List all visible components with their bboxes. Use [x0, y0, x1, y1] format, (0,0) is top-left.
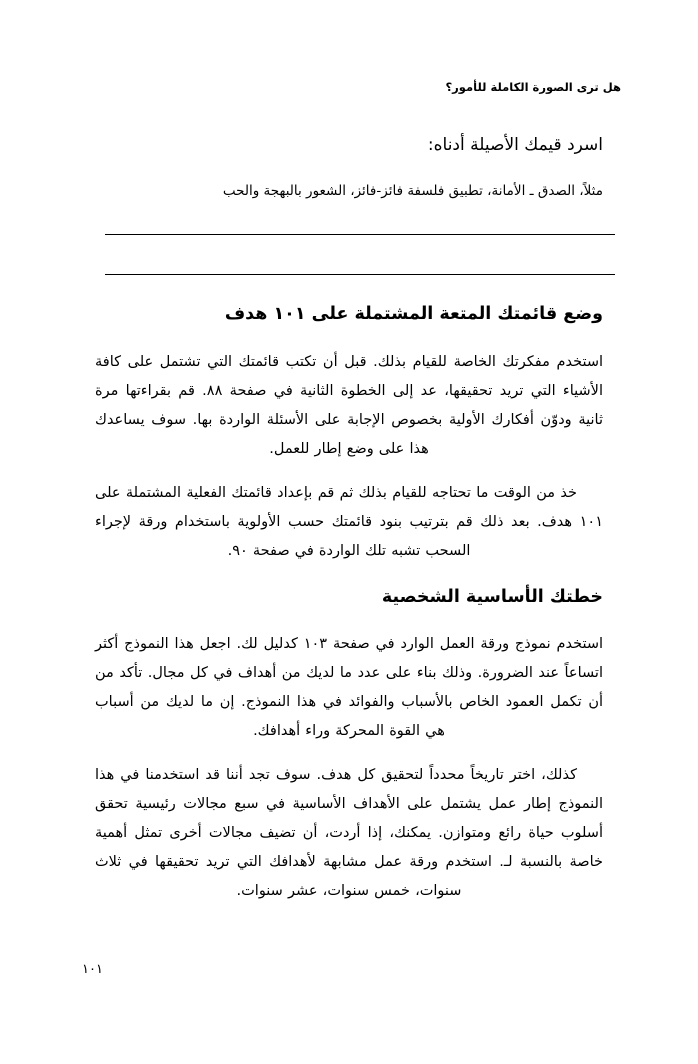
section-heading-fun-list: وضع قائمتك المتعة المشتملة على ١٠١ هدف [224, 304, 603, 324]
paragraph-master-plan-2: كذلك، اختر تاريخاً محدداً لتحقيق كل هدف. سوف تجد أننا قد استخدمنا في هذا النموذج إطار عمل يشتمل على الأهداف الأساسية في سبع مجالات رئيسية تحقق أسلوب حياة رائع ومتوازن. يمكنك، إذا أردت، أن تضيف مجالات أخرى تمثل أهمية خاصة بالنسبة لـ. استخدم ورقة عمل مشابهة لأهدافك التي تريد تحقيقها في ثلاث سنوات، خمس سنوات، عشر سنوات. [95, 767, 603, 899]
section-heading-master-plan: خطتك الأساسية الشخصية [381, 587, 603, 607]
values-prompt-text: اسرد قيمك الأصيلة أدناه: [427, 135, 603, 155]
paragraph-master-plan-1: استخدم نموذج ورقة العمل الوارد في صفحة ١٠٣ كدليل لك. اجعل هذا النموذج أكثر اتساعاً عند الضرورة. وذلك بناء على عدد ما لديك من أهداف في كل مجال. تأكد من أن تكمل العمود الخاص بالأسباب والفوائد في هذا النموذج. إن ما لديك من أسباب هي القوة المحركة وراء أهدافك. [95, 636, 604, 739]
blank-answer-line-1 [105, 234, 615, 235]
paragraph-fun-list-2: خذ من الوقت ما تحتاجه للقيام بذلك ثم قم بإعداد قائمتك الفعلية المشتملة على ١٠١ هدف. بعد ذلك قم بترتيب بنود قائمتك حسب الأولوية باستخدام ورقة لإجراء السحب تشبه تلك الواردة في صفحة ٩٠. [95, 485, 603, 559]
blank-answer-line-2 [105, 274, 615, 275]
paragraph-fun-list-1: استخدم مفكرتك الخاصة للقيام بذلك. قبل أن تكتب قائمتك التي تشتمل على كافة الأشياء التي تريد تحقيقها، عد إلى الخطوة الثانية في صفحة ٨٨. قم بقراءتها مرة ثانية ودوّن أفكارك الأولية بخصوص الإجابة على الأسئلة الواردة بها. سوف يساعدك هذا على وضع إطار للعمل. [95, 354, 603, 457]
page-number: ١٠١ [82, 962, 103, 977]
values-example-text: مثلاً، الصدق ـ الأمانة، تطبيق فلسفة فائز-فائز، الشعور بالبهجة والحب [222, 183, 603, 199]
running-header: هل ترى الصورة الكاملة للأمور؟ [445, 80, 621, 94]
